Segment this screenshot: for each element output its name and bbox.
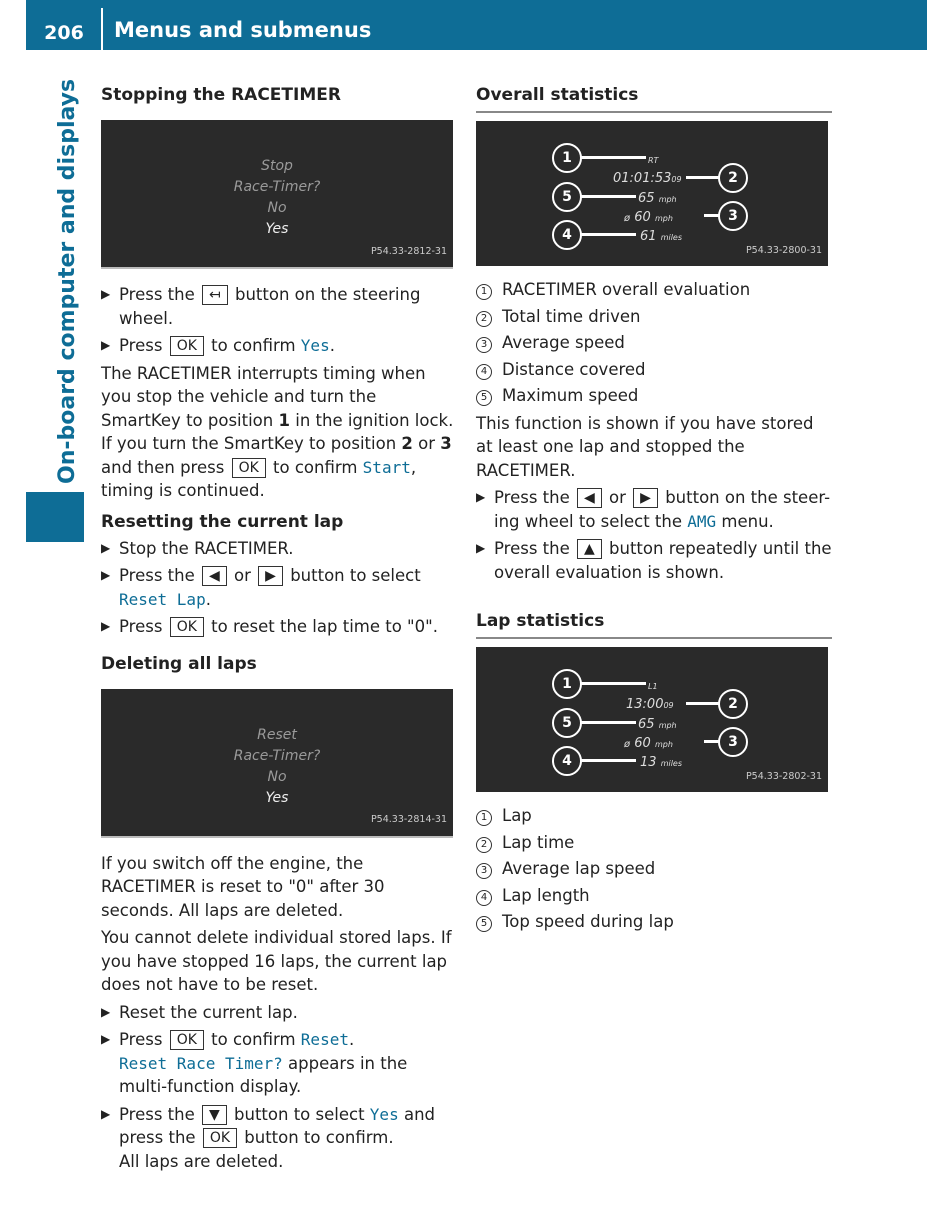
callout-3: 3: [718, 201, 748, 231]
delete-paragraph: If you switch off the engine, the RACETIMER is reset to "0" after 30 seconds. All laps are deleted.: [101, 853, 385, 920]
callout-2: 2: [718, 689, 748, 719]
page-title: Menus and submenus: [114, 18, 372, 42]
legend-item: [476, 857, 832, 881]
text: Reset the current lap.: [119, 1002, 298, 1022]
text: All laps are deleted.: [119, 1151, 284, 1171]
text: Stop the RACETIMER.: [119, 538, 294, 558]
bullet-triangle-icon: ▶: [101, 1106, 111, 1121]
down-arrow-key-icon: ▼: [202, 1105, 227, 1125]
legend-number: 4: [476, 890, 492, 906]
display-line: No: [267, 768, 287, 785]
reset-heading: Resetting the current lap: [101, 511, 344, 532]
text: to confirm: [211, 1030, 296, 1049]
step-item: [101, 564, 457, 611]
step-item: [101, 1028, 457, 1099]
legend-item: [476, 331, 832, 355]
up-arrow-key-icon: ▲: [577, 539, 602, 559]
position-number: 2: [401, 434, 413, 453]
distance-value: [640, 225, 682, 250]
bullet-triangle-icon: ▶: [101, 568, 111, 582]
legend-number: 3: [476, 863, 492, 879]
value: 60: [634, 210, 651, 225]
position-number: 1: [278, 410, 290, 430]
legend-number: 2: [476, 311, 492, 327]
callout-1: 1: [552, 143, 582, 173]
display-term: Reset: [300, 1030, 349, 1049]
text: The RACETIMER interrupts timing when you stop the vehicle and turn the SmartKey to position: [101, 363, 426, 430]
legend-text: Maximum speed: [502, 386, 639, 405]
callout-5: 5: [552, 182, 582, 212]
legend-number: 5: [476, 390, 492, 406]
unit: mph: [654, 740, 673, 749]
back-button-icon: ↤: [202, 285, 228, 305]
stop-paragraph: [101, 362, 457, 503]
figure-code: P54.33-2812-31: [370, 245, 447, 257]
callout-2: 2: [718, 163, 748, 193]
display-term: Yes: [300, 336, 330, 355]
left-column: [101, 80, 457, 1177]
unit: miles: [660, 759, 683, 768]
bullet-triangle-icon: ▶: [476, 541, 486, 555]
text: Press: [119, 1030, 163, 1049]
text: button on the steering wheel.: [119, 285, 421, 328]
text: appears in the multi-function display.: [119, 1053, 408, 1096]
text: to reset the lap time to "0".: [211, 617, 438, 636]
text: .: [329, 336, 335, 355]
unit: 09: [671, 175, 682, 184]
legend-item: [476, 884, 832, 908]
bullet-triangle-icon: ▶: [476, 490, 486, 504]
ok-key: OK: [170, 336, 204, 356]
callout-5: 5: [552, 708, 582, 738]
text: Press the: [119, 566, 195, 585]
text: button repeatedly until the overall evaluation is shown.: [494, 539, 832, 582]
value: 60: [634, 736, 651, 751]
mode-tag: L1: [648, 682, 658, 691]
step-item: [101, 283, 457, 330]
overall-statistics-display: [476, 121, 828, 266]
callout-1: 1: [552, 669, 582, 699]
legend-text: Lap: [502, 806, 532, 825]
display-term: AMG: [687, 511, 717, 531]
legend-text: Average lap speed: [502, 859, 656, 878]
right-arrow-key-icon: ▶: [633, 488, 658, 508]
text: or: [418, 434, 436, 453]
display-term: Reset Race Timer?: [119, 1053, 283, 1073]
bullet-triangle-icon: ▶: [101, 619, 111, 633]
text: .: [205, 589, 211, 609]
symbol: ø: [624, 213, 631, 224]
text: or: [234, 566, 251, 585]
legend-number: 1: [476, 284, 492, 300]
text: and press the: [119, 1104, 435, 1147]
display-line: Race-Timer?: [233, 179, 321, 195]
legend-text: RACETIMER overall evaluation: [502, 280, 751, 299]
legend-text: Lap time: [502, 832, 575, 852]
value: 61: [640, 229, 657, 244]
mode-tag: RT: [648, 156, 659, 165]
text: menu.: [721, 511, 774, 531]
legend-number: 3: [476, 337, 492, 353]
section-tab-label: On-board computer and displays: [55, 78, 80, 484]
text: Press: [119, 617, 163, 636]
callout-3: 3: [718, 727, 748, 757]
page-number: 206: [44, 22, 84, 44]
unit: miles: [660, 233, 683, 242]
text: button to select: [290, 566, 421, 585]
bullet-triangle-icon: ▶: [101, 1004, 111, 1019]
legend-item: [476, 305, 832, 329]
overall-paragraph: This function is shown if you have stored at least one lap and stopped the RACETIMER.: [476, 413, 814, 480]
display-line-selected: Yes: [265, 221, 289, 237]
lap-heading: Lap statistics: [476, 606, 832, 639]
value: 65: [638, 191, 655, 206]
text: to confirm: [273, 457, 358, 477]
display-term: Yes: [369, 1104, 399, 1124]
step-item: [101, 334, 457, 358]
stop-heading: Stopping the RACETIMER: [101, 85, 341, 105]
legend-number: 1: [476, 810, 492, 826]
left-arrow-key-icon: ◀: [577, 488, 602, 508]
step-item: [476, 486, 832, 533]
step-item: [101, 615, 457, 639]
ok-key: OK: [232, 458, 266, 478]
legend-number: 2: [476, 837, 492, 853]
value: 01:01:53: [613, 171, 672, 186]
text: to confirm: [211, 336, 296, 355]
legend-item: [476, 384, 832, 408]
right-column: [476, 80, 832, 938]
step-item: [101, 537, 457, 561]
legend-item: [476, 804, 832, 828]
display-line: Reset: [257, 726, 297, 743]
ok-key: OK: [203, 1128, 237, 1148]
legend-item: [476, 910, 832, 934]
text: .: [348, 1030, 355, 1049]
step-item: [101, 1103, 457, 1174]
text: and then press: [101, 457, 225, 477]
text: button on the steer-ing wheel to select the: [494, 488, 831, 531]
left-arrow-key-icon: ◀: [202, 566, 227, 586]
delete-heading: Deleting all laps: [101, 653, 257, 674]
overall-heading: Overall statistics: [476, 80, 832, 113]
display-line: No: [267, 200, 287, 216]
stop-racetimer-display: [101, 120, 453, 269]
legend-text: Average speed: [502, 333, 625, 352]
text: Press the: [119, 1104, 195, 1124]
callout-4: 4: [552, 746, 582, 776]
legend-text: Total time driven: [502, 306, 641, 326]
legend-text: Top speed during lap: [502, 912, 674, 931]
unit: mph: [658, 721, 677, 730]
section-tab-marker: [26, 492, 84, 542]
bullet-triangle-icon: ▶: [101, 287, 111, 301]
display-line: Stop: [261, 158, 293, 174]
value: 13:00: [626, 697, 664, 712]
legend-text: Lap length: [502, 885, 590, 905]
text: , timing is continued.: [101, 457, 417, 500]
bullet-triangle-icon: ▶: [101, 1032, 111, 1046]
lap-legend: [476, 804, 832, 934]
display-term: Reset Lap: [119, 589, 206, 609]
bullet-triangle-icon: ▶: [101, 338, 111, 352]
legend-number: 5: [476, 916, 492, 932]
callout-4: 4: [552, 220, 582, 250]
unit: mph: [658, 195, 677, 204]
text: or: [609, 488, 626, 507]
text: button to select: [234, 1104, 365, 1124]
text: in the ignition lock. If you turn the SmartKey to position: [101, 410, 454, 453]
legend-item: [476, 831, 832, 855]
value: 65: [638, 717, 655, 732]
header-divider: [101, 8, 103, 50]
text: Press: [119, 336, 163, 355]
display-term: Start: [362, 457, 411, 477]
text: Press the: [494, 539, 570, 558]
ok-key: OK: [170, 1030, 204, 1050]
legend-text: Distance covered: [502, 359, 646, 379]
figure-code: P54.33-2802-31: [745, 770, 822, 782]
text: Press the: [119, 285, 195, 304]
ok-key: OK: [170, 617, 204, 637]
legend-item: [476, 278, 832, 302]
delete-paragraph: You cannot delete individual stored laps. If you have stopped 16 laps, the current lap does not have to be reset.: [101, 928, 452, 994]
bullet-triangle-icon: ▶: [101, 540, 111, 555]
step-item: [476, 537, 832, 584]
lap-statistics-display: [476, 647, 828, 792]
right-arrow-key-icon: ▶: [258, 566, 283, 586]
unit: 09: [663, 701, 674, 710]
symbol: ø: [624, 739, 631, 750]
display-line-selected: Yes: [265, 789, 289, 806]
display-line: Race-Timer?: [233, 747, 321, 764]
overall-legend: [476, 278, 832, 408]
text: Press the: [494, 488, 570, 507]
position-number: 3: [440, 434, 452, 453]
legend-item: [476, 358, 832, 382]
figure-code: P54.33-2814-31: [370, 814, 447, 825]
legend-number: 4: [476, 364, 492, 380]
step-item: [101, 1001, 457, 1025]
figure-code: P54.33-2800-31: [745, 244, 822, 256]
reset-racetimer-display: [101, 689, 453, 838]
distance-value: [640, 751, 682, 776]
unit: mph: [654, 214, 673, 223]
value: 13: [640, 755, 657, 770]
text: button to confirm.: [244, 1128, 394, 1147]
